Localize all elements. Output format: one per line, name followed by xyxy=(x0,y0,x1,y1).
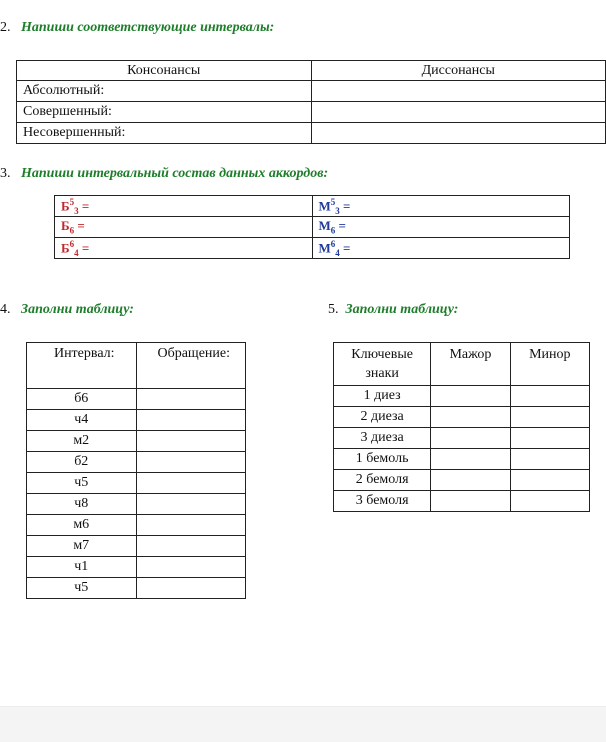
table-row xyxy=(17,81,606,102)
table-row xyxy=(334,407,590,428)
table-row xyxy=(27,578,246,599)
row-label-perfect: Совершенный: xyxy=(17,102,312,123)
consonances-header: Консонансы xyxy=(17,61,312,81)
answer-cell[interactable] xyxy=(136,557,246,578)
chord-minor-quartsext[interactable]: $М^6_4$ = xyxy=(312,238,570,259)
key-cell: 1 диез xyxy=(334,386,431,407)
interval-cell: ч4 xyxy=(27,410,137,431)
interval-cell: ч5 xyxy=(27,578,137,599)
answer-cell[interactable] xyxy=(311,123,606,144)
section-2-heading xyxy=(0,20,274,36)
answer-cell[interactable] xyxy=(136,515,246,536)
key-cell: 2 диеза xyxy=(334,407,431,428)
chord-minor-root[interactable]: $М^5_3$ = xyxy=(312,196,570,217)
section-3-title: Напиши интервальный состав данных аккордов: xyxy=(21,166,329,181)
section-5-title: Заполни таблицу: xyxy=(345,302,459,317)
table-row xyxy=(27,431,246,452)
row-label-absolute: Абсолютный: xyxy=(17,81,312,102)
major-answer-cell[interactable] xyxy=(431,470,510,491)
inversion-header: Обращение: xyxy=(136,343,246,389)
minor-answer-cell[interactable] xyxy=(510,449,589,470)
row-label-imperfect: Несовершенный: xyxy=(17,123,312,144)
interval-cell: б6 xyxy=(27,389,137,410)
table-row xyxy=(27,389,246,410)
answer-cell[interactable] xyxy=(136,431,246,452)
table-row xyxy=(27,536,246,557)
table-row xyxy=(17,102,606,123)
chord-major-quartsext[interactable]: $Б^6_4$ = xyxy=(55,238,313,259)
interval-cell: ч1 xyxy=(27,557,137,578)
table-row xyxy=(334,470,590,491)
answer-cell[interactable] xyxy=(136,473,246,494)
table-row xyxy=(27,557,246,578)
key-cell: 3 диеза xyxy=(334,428,431,449)
section-5-heading xyxy=(328,302,458,318)
key-cell: 3 бемоля xyxy=(334,491,431,512)
table-row xyxy=(55,238,570,259)
table-row xyxy=(27,452,246,473)
interval-cell: ч8 xyxy=(27,494,137,515)
answer-cell[interactable] xyxy=(136,389,246,410)
table-row xyxy=(334,428,590,449)
chord-table xyxy=(54,195,570,259)
chord-major-sixth[interactable]: $Б_6$ = xyxy=(55,217,313,238)
inversion-table xyxy=(26,342,246,599)
answer-cell[interactable] xyxy=(136,578,246,599)
minor-answer-cell[interactable] xyxy=(510,470,589,491)
interval-header: Интервал: xyxy=(27,343,137,389)
interval-cell: м2 xyxy=(27,431,137,452)
table-row xyxy=(334,449,590,470)
interval-cell: м6 xyxy=(27,515,137,536)
minor-answer-cell[interactable] xyxy=(510,491,589,512)
answer-cell[interactable] xyxy=(136,452,246,473)
section-3-heading xyxy=(0,166,328,182)
table-row xyxy=(334,491,590,512)
major-answer-cell[interactable] xyxy=(431,407,510,428)
minor-answer-cell[interactable] xyxy=(510,407,589,428)
minor-header: Минор xyxy=(510,343,589,386)
key-cell: 1 бемоль xyxy=(334,449,431,470)
table-row xyxy=(55,217,570,238)
table-row xyxy=(27,494,246,515)
major-header: Мажор xyxy=(431,343,510,386)
table-row xyxy=(55,196,570,217)
consonance-table xyxy=(16,60,606,144)
interval-cell: ч5 xyxy=(27,473,137,494)
page-bottom-strip xyxy=(0,706,606,742)
key-cell: 2 бемоля xyxy=(334,470,431,491)
section-2-number: 2. xyxy=(0,20,11,35)
section-5-number: 5. xyxy=(328,302,339,317)
minor-answer-cell[interactable] xyxy=(510,428,589,449)
table-row xyxy=(27,515,246,536)
section-4-title: Заполни таблицу: xyxy=(21,302,134,317)
section-4-heading xyxy=(0,302,134,318)
table-row xyxy=(17,123,606,144)
chord-minor-sixth[interactable]: $М_6$ = xyxy=(312,217,570,238)
major-answer-cell[interactable] xyxy=(431,386,510,407)
minor-answer-cell[interactable] xyxy=(510,386,589,407)
table-row xyxy=(27,410,246,431)
section-3-number: 3. xyxy=(0,166,11,181)
answer-cell[interactable] xyxy=(136,410,246,431)
dissonances-header: Диссонансы xyxy=(311,61,606,81)
answer-cell[interactable] xyxy=(311,81,606,102)
section-4-number: 4. xyxy=(0,302,11,317)
key-signature-table xyxy=(333,342,590,512)
key-signatures-header: Ключевые знаки xyxy=(334,343,431,386)
answer-cell[interactable] xyxy=(136,494,246,515)
major-answer-cell[interactable] xyxy=(431,491,510,512)
interval-cell: м7 xyxy=(27,536,137,557)
answer-cell[interactable] xyxy=(311,102,606,123)
interval-cell: б2 xyxy=(27,452,137,473)
major-answer-cell[interactable] xyxy=(431,428,510,449)
answer-cell[interactable] xyxy=(136,536,246,557)
section-2-title: Напиши соответствующие интервалы: xyxy=(21,20,275,35)
chord-major-root[interactable]: $Б^5_3$ = xyxy=(55,196,313,217)
table-row xyxy=(334,386,590,407)
major-answer-cell[interactable] xyxy=(431,449,510,470)
table-row xyxy=(27,473,246,494)
